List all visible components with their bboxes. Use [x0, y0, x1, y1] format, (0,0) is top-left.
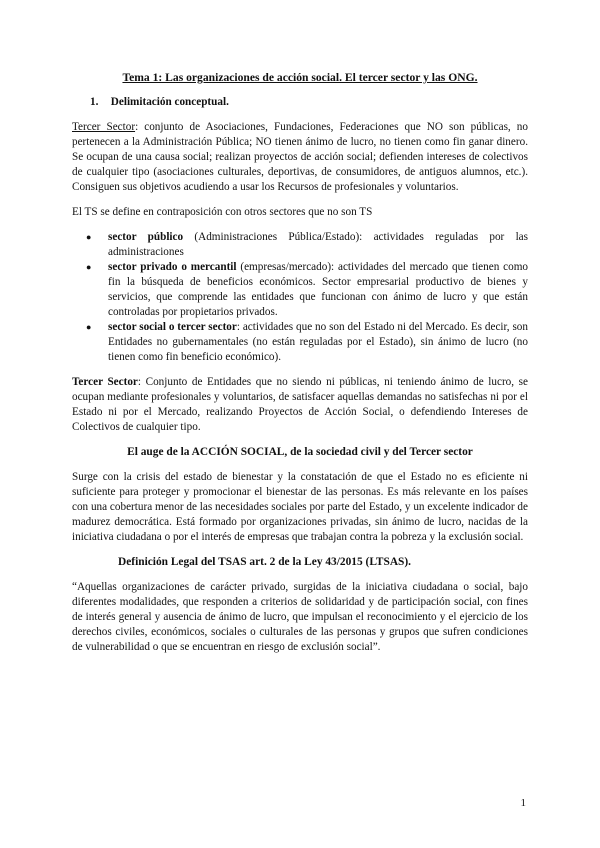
- auge-heading: El auge de la ACCIÓN SOCIAL, de la sociedad civil y del Tercer sector: [127, 446, 473, 458]
- legal-quote: “Aquellas organizaciones de carácter privado, surgidas de la iniciativa ciudadana o social, bajo diferentes modalidades, que responden a criterios de solidaridad y de participación social, con fines de interés general y ausencia de ánimo de lucro, que impulsan el reconocimiento y el ejercicio de los derechos civiles, económicos, sociales o culturales de las personas y grupos que sufren condiciones de vulnerabilidad o que se encuentran en riesgo de exclusión social”.: [72, 581, 528, 653]
- contrast-intro: El TS se define en contraposición con otros sectores que no son TS: [72, 206, 373, 218]
- sector-text: : actividades que no son del Estado ni del Mercado. Es decir, son Entidades no gubernamentales (no están reguladas por el Estado), sin ánimo de lucro (no tienen como fin beneficio económico).: [108, 321, 528, 363]
- legal-heading: Definición Legal del TSAS art. 2 de la Ley 43/2015 (LTSAS).: [118, 556, 412, 568]
- bullet-icon: ●: [86, 322, 92, 332]
- list-item: [72, 230, 528, 260]
- sector-text: (Administraciones Pública/Estado): actividades reguladas por las administraciones: [108, 231, 528, 258]
- section-label: Delimitación conceptual.: [110, 96, 229, 108]
- sector-text: (empresas/mercado): actividades del mercado que tienen como fin la búsqueda de beneficios económicos. Sector empresarial productivo de bienes y servicios, que comprende las entidades que funcionan con ánimo de lucro y que están controladas por propietarios privados.: [108, 261, 528, 318]
- list-item: [72, 260, 528, 320]
- bullet-icon: ●: [86, 232, 92, 242]
- auge-paragraph: Surge con la crisis del estado de bienestar y la constatación de que el Estado no es eficiente ni suficiente para proteger y promocionar el bienestar de las personas. Es más relevante en los países con una cobertura menor de las necesidades sociales por parte del Estado, y un excelente indicador de madurez democrática. Está formado por organizaciones privadas, sin ánimo de lucro, nacidas de la iniciativa ciudadana o por el interés de empresas que trabajan contra la pobreza y la exclusión social.: [72, 471, 528, 543]
- definition-text: : conjunto de Asociaciones, Fundaciones, Federaciones que NO son públicas, no pertenecen a la Administración Pública; NO tienen ánimo de lucro, no tienen como fin ganar dinero. Se ocupan de una causa social; realizan proyectos de acción social; defienden intereses de colectivos de cualquier tipo (asociaciones culturales, deportivas, de consumidores, de antiguos alumnos, etc.). Consiguen sus objetivos acudiendo a usar los Recursos de profesionales y voluntarios.: [72, 121, 528, 193]
- bullet-icon: ●: [86, 262, 92, 272]
- document-title: Tema 1: Las organizaciones de acción social. El tercer sector y las ONG.: [122, 71, 478, 84]
- sector-term: sector social o tercer sector: [108, 321, 237, 333]
- section-number: 1.: [90, 96, 99, 108]
- sector-term: sector privado o mercantil: [108, 261, 237, 273]
- definition-term: Tercer Sector: [72, 121, 136, 133]
- summary-term: Tercer Sector: [72, 376, 138, 388]
- section-heading: [90, 95, 528, 110]
- summary-paragraph: [72, 375, 528, 435]
- document-page: [72, 70, 528, 665]
- sector-term: sector público: [108, 231, 184, 243]
- definition-paragraph: [72, 120, 528, 195]
- list-item: [72, 320, 528, 365]
- page-number: 1: [520, 797, 526, 809]
- summary-text: : Conjunto de Entidades que no siendo ni públicas, ni teniendo ánimo de lucro, se ocupan mediante profesionales y voluntarios, de satisfacer aquellas demandas no satisfechas ni por el Estado ni por el Mercado, realizando Proyectos de Acción Social, o defendiendo Intereses de Colectivos de cualquier tipo.: [72, 376, 528, 433]
- sector-list: [72, 230, 528, 365]
